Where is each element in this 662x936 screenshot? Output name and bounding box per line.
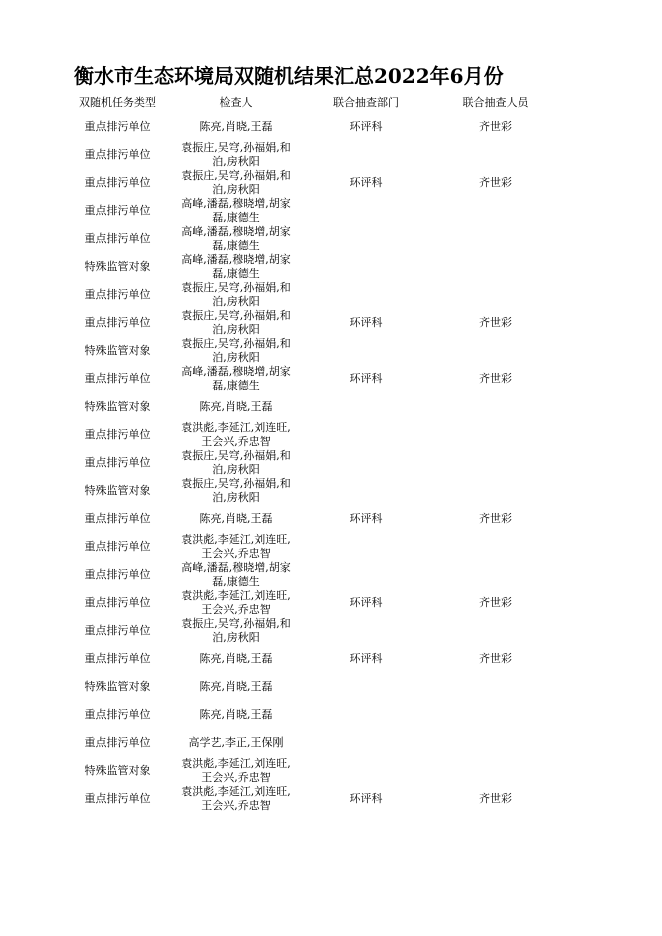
cell-task-type: 重点排污单位 [84, 568, 151, 581]
cell-joint-person [431, 281, 560, 309]
cell-inspectors: 陈亮,肖晓,王磊 [199, 120, 273, 133]
cell-task-type: 重点排污单位 [84, 540, 151, 553]
cell-inspectors: 袁洪彪,李延江,刘连旺,王会兴,乔忠智 [181, 757, 291, 784]
cell-joint-dept [301, 533, 431, 561]
cell-joint-dept [301, 141, 431, 169]
cell-task-type: 特殊监管对象 [84, 764, 151, 777]
header-task-type: 双随机任务类型 [79, 96, 156, 109]
cell-joint-person [431, 477, 560, 505]
cell-inspectors: 袁振庄,吴穹,孙福娟,和泊,房秋阳 [181, 617, 291, 644]
header-inspectors: 检查人 [219, 96, 253, 109]
cell-inspectors: 高峰,潘磊,穆晓增,胡家磊,康德生 [181, 253, 291, 280]
cell-joint-dept [301, 729, 431, 757]
cell-joint-person [431, 729, 560, 757]
cell-joint-dept: 环评科 [349, 176, 383, 189]
cell-joint-person [431, 253, 560, 281]
cell-task-type: 重点排污单位 [84, 736, 151, 749]
cell-joint-dept [301, 701, 431, 729]
table-row [64, 421, 560, 449]
cell-joint-dept: 环评科 [349, 512, 383, 525]
cell-inspectors: 陈亮,肖晓,王磊 [199, 680, 273, 693]
results-table [64, 91, 560, 813]
cell-inspectors: 陈亮,肖晓,王磊 [199, 708, 273, 721]
cell-task-type: 特殊监管对象 [84, 680, 151, 693]
cell-joint-person: 齐世彩 [479, 792, 512, 805]
cell-task-type: 重点排污单位 [84, 204, 151, 217]
cell-joint-person [431, 561, 560, 589]
cell-joint-person [431, 421, 560, 449]
cell-joint-dept [301, 225, 431, 253]
table-row [64, 477, 560, 505]
cell-joint-person: 齐世彩 [479, 372, 512, 385]
cell-joint-dept [301, 281, 431, 309]
cell-inspectors: 袁振庄,吴穹,孙福娟,和泊,房秋阳 [181, 477, 291, 504]
cell-joint-dept [301, 197, 431, 225]
cell-task-type: 重点排污单位 [84, 596, 151, 609]
header-joint-person: 联合抽查人员 [462, 96, 529, 109]
cell-task-type: 重点排污单位 [84, 652, 151, 665]
table-row [64, 197, 560, 225]
cell-task-type: 特殊监管对象 [84, 260, 151, 273]
cell-joint-dept: 环评科 [349, 120, 383, 133]
cell-joint-person: 齐世彩 [479, 596, 512, 609]
cell-joint-person: 齐世彩 [479, 652, 512, 665]
cell-task-type: 重点排污单位 [84, 232, 151, 245]
cell-task-type: 重点排污单位 [84, 624, 151, 637]
table-row [64, 169, 560, 197]
table-row [64, 225, 560, 253]
cell-joint-dept [301, 617, 431, 645]
cell-joint-person [431, 757, 560, 785]
cell-task-type: 重点排污单位 [84, 456, 151, 469]
table-row [64, 645, 560, 673]
table-row [64, 561, 560, 589]
cell-joint-person [431, 337, 560, 365]
cell-task-type: 重点排污单位 [84, 708, 151, 721]
table-row [64, 701, 560, 729]
cell-joint-person: 齐世彩 [479, 176, 512, 189]
cell-joint-person [431, 533, 560, 561]
cell-task-type: 特殊监管对象 [84, 400, 151, 413]
table-row [64, 337, 560, 365]
cell-task-type: 重点排污单位 [84, 512, 151, 525]
cell-task-type: 重点排污单位 [84, 176, 151, 189]
table-row [64, 365, 560, 393]
cell-joint-person [431, 393, 560, 421]
header-joint-dept: 联合抽查部门 [333, 96, 399, 109]
cell-inspectors: 袁振庄,吴穹,孙福娟,和泊,房秋阳 [181, 169, 291, 196]
table-row [64, 533, 560, 561]
cell-task-type: 重点排污单位 [84, 372, 151, 385]
table-row [64, 253, 560, 281]
table-row [64, 309, 560, 337]
cell-inspectors: 袁洪彪,李延江,刘连旺,王会兴,乔忠智 [181, 589, 291, 616]
table-header [64, 91, 560, 113]
cell-joint-dept: 环评科 [349, 316, 383, 329]
cell-inspectors: 袁洪彪,李延江,刘连旺,王会兴,乔忠智 [181, 785, 291, 812]
cell-task-type: 特殊监管对象 [84, 484, 151, 497]
cell-joint-dept: 环评科 [349, 596, 383, 609]
cell-joint-dept [301, 253, 431, 281]
table-row [64, 281, 560, 309]
cell-inspectors: 高峰,潘磊,穆晓增,胡家磊,康德生 [181, 197, 291, 224]
cell-joint-dept: 环评科 [349, 372, 383, 385]
cell-inspectors: 高峰,潘磊,穆晓增,胡家磊,康德生 [181, 561, 291, 588]
cell-task-type: 重点排污单位 [84, 428, 151, 441]
cell-inspectors: 袁振庄,吴穹,孙福娟,和泊,房秋阳 [181, 309, 291, 336]
cell-joint-person: 齐世彩 [479, 512, 512, 525]
table-row [64, 141, 560, 169]
table-row [64, 673, 560, 701]
cell-task-type: 重点排污单位 [84, 120, 151, 133]
cell-joint-dept: 环评科 [349, 652, 383, 665]
table-row [64, 449, 560, 477]
cell-joint-dept [301, 561, 431, 589]
cell-joint-person [431, 197, 560, 225]
cell-task-type: 重点排污单位 [84, 316, 151, 329]
table-row [64, 729, 560, 757]
cell-task-type: 重点排污单位 [84, 148, 151, 161]
cell-inspectors: 袁振庄,吴穹,孙福娟,和泊,房秋阳 [181, 449, 291, 476]
table-row [64, 757, 560, 785]
table-row [64, 505, 560, 533]
cell-joint-dept [301, 477, 431, 505]
table-row [64, 617, 560, 645]
table-row [64, 393, 560, 421]
cell-joint-person [431, 701, 560, 729]
cell-joint-person [431, 141, 560, 169]
cell-joint-person: 齐世彩 [479, 316, 512, 329]
page-title: 衡水市生态环境局双随机结果汇总2022年6月份 [74, 64, 504, 88]
cell-joint-person [431, 225, 560, 253]
table-row [64, 589, 560, 617]
table-row [64, 785, 560, 813]
cell-joint-dept [301, 757, 431, 785]
cell-task-type: 重点排污单位 [84, 288, 151, 301]
cell-inspectors: 袁洪彪,李延江,刘连旺,王会兴,乔忠智 [181, 533, 291, 560]
cell-task-type: 重点排污单位 [84, 792, 151, 805]
cell-joint-dept [301, 393, 431, 421]
cell-joint-person: 齐世彩 [479, 120, 512, 133]
cell-task-type: 特殊监管对象 [84, 344, 151, 357]
cell-inspectors: 袁振庄,吴穹,孙福娟,和泊,房秋阳 [181, 337, 291, 364]
cell-inspectors: 袁振庄,吴穹,孙福娟,和泊,房秋阳 [181, 281, 291, 308]
cell-inspectors: 袁振庄,吴穹,孙福娟,和泊,房秋阳 [181, 141, 291, 168]
cell-inspectors: 陈亮,肖晓,王磊 [199, 400, 273, 413]
cell-joint-person [431, 673, 560, 701]
cell-joint-person [431, 617, 560, 645]
cell-joint-dept [301, 337, 431, 365]
cell-inspectors: 袁洪彪,李延江,刘连旺,王会兴,乔忠智 [181, 421, 291, 448]
cell-joint-dept: 环评科 [349, 792, 383, 805]
cell-inspectors: 高峰,潘磊,穆晓增,胡家磊,康德生 [181, 365, 291, 392]
table-row [64, 113, 560, 141]
cell-joint-dept [301, 421, 431, 449]
cell-inspectors: 陈亮,肖晓,王磊 [199, 512, 273, 525]
cell-inspectors: 高峰,潘磊,穆晓增,胡家磊,康德生 [181, 225, 291, 252]
cell-joint-dept [301, 673, 431, 701]
cell-inspectors: 陈亮,肖晓,王磊 [199, 652, 273, 665]
cell-joint-person [431, 449, 560, 477]
header-row [64, 91, 560, 113]
cell-inspectors: 高学艺,李正,王保刚 [188, 736, 284, 749]
cell-joint-dept [301, 449, 431, 477]
table-body [64, 113, 560, 813]
